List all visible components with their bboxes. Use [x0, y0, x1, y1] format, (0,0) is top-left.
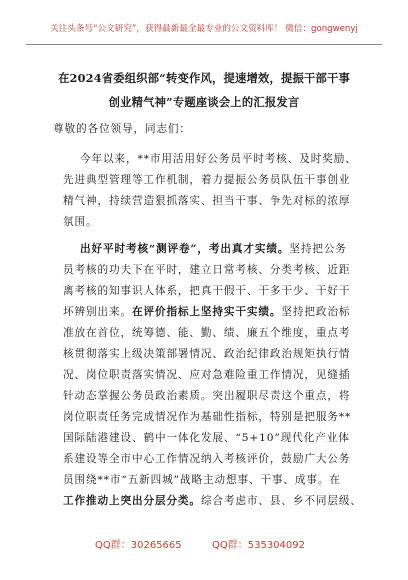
header-divider	[26, 44, 382, 45]
paragraph-2-line: 国际陆港建设、鹤中一体化发展、“5+10”现代化产业体	[63, 432, 350, 444]
paragraph-text: 坏辨别出来。	[63, 306, 132, 318]
paragraph-2-line: 准放在首位，统筹德、能、勤、绩、廉五个维度，重点考	[63, 327, 351, 339]
footer-qq-group-1: QQ群：30265665	[95, 540, 182, 551]
paragraph-2-line: 员考核的功夫下在平时，建立日常考核、分类考核、近距	[63, 264, 351, 276]
paragraph-1-line: 精气神，持续营造狠抓落实、担当干事、争先对标的浓厚	[63, 195, 351, 207]
paragraph-1-line: 氛围。	[63, 216, 98, 228]
paragraph-2-line: 员围绕**市“五新四城”战略主动想事、干事、成事。在	[63, 474, 341, 486]
footer-contacts	[0, 536, 408, 550]
footer-qq-group-2: QQ群：535304092	[212, 540, 306, 551]
paragraph-1-line: 先进典型管理等工作机制，着力提振公务员队伍干事创业	[63, 174, 351, 186]
header-notice: 关注头条号“公文研究”，获得最新最全最专业的公文资料库！ 微信：gongwenyj	[50, 24, 358, 34]
subheading-layering: 工作推动上突出分层分类。	[63, 495, 201, 507]
paragraph-1-line: 今年以来，**市用活用好公务员平时考核、及时奖励、	[80, 153, 357, 165]
paragraph-2-line: 针动态掌握公务员政治素质。突出履职尽责这个重点，将	[63, 390, 351, 402]
paragraph-text: 坚持把公务	[289, 243, 347, 255]
paragraph-2-line	[80, 241, 353, 256]
paragraph-text: 坚持把政治标	[281, 306, 351, 318]
document-title-line-2: 创业精气神”专题座谈会上的汇报发言	[108, 95, 300, 109]
section-heading-inspection: 出好平时考核“测评卷”，考出真才实绩。	[80, 243, 290, 255]
paragraph-2-line: 核贯彻落实上级决策部署情况、政治纪律政治规矩执行情	[63, 348, 351, 360]
paragraph-2-line	[63, 304, 353, 319]
paragraph-2-line: 系建设等全市中心工作情况纳入考核评价，鼓励广大公务	[63, 453, 351, 465]
subheading-evaluation: 在评价指标上坚持实干实绩。	[131, 306, 282, 318]
paragraph-2-line: 况、岗位职责落实情况、应对急难险重工作情况，见缝插	[63, 369, 351, 381]
paragraph-2-line: 岗位职责任务完成情况作为基础性指标，特别是把服务**	[63, 411, 352, 423]
paragraph-text: 综合考虑市、县、乡不同层级、	[200, 495, 362, 507]
document-title-line-1: 在2024省委组织部“转变作风，提速增效，提振干部干事	[58, 71, 350, 85]
paragraph-2-line	[63, 493, 362, 508]
salutation: 尊敬的各位领导，同志们：	[53, 123, 191, 135]
paragraph-2-line: 离考核的知事识人体系，把真干假干、干多干少、干好干	[63, 285, 351, 297]
